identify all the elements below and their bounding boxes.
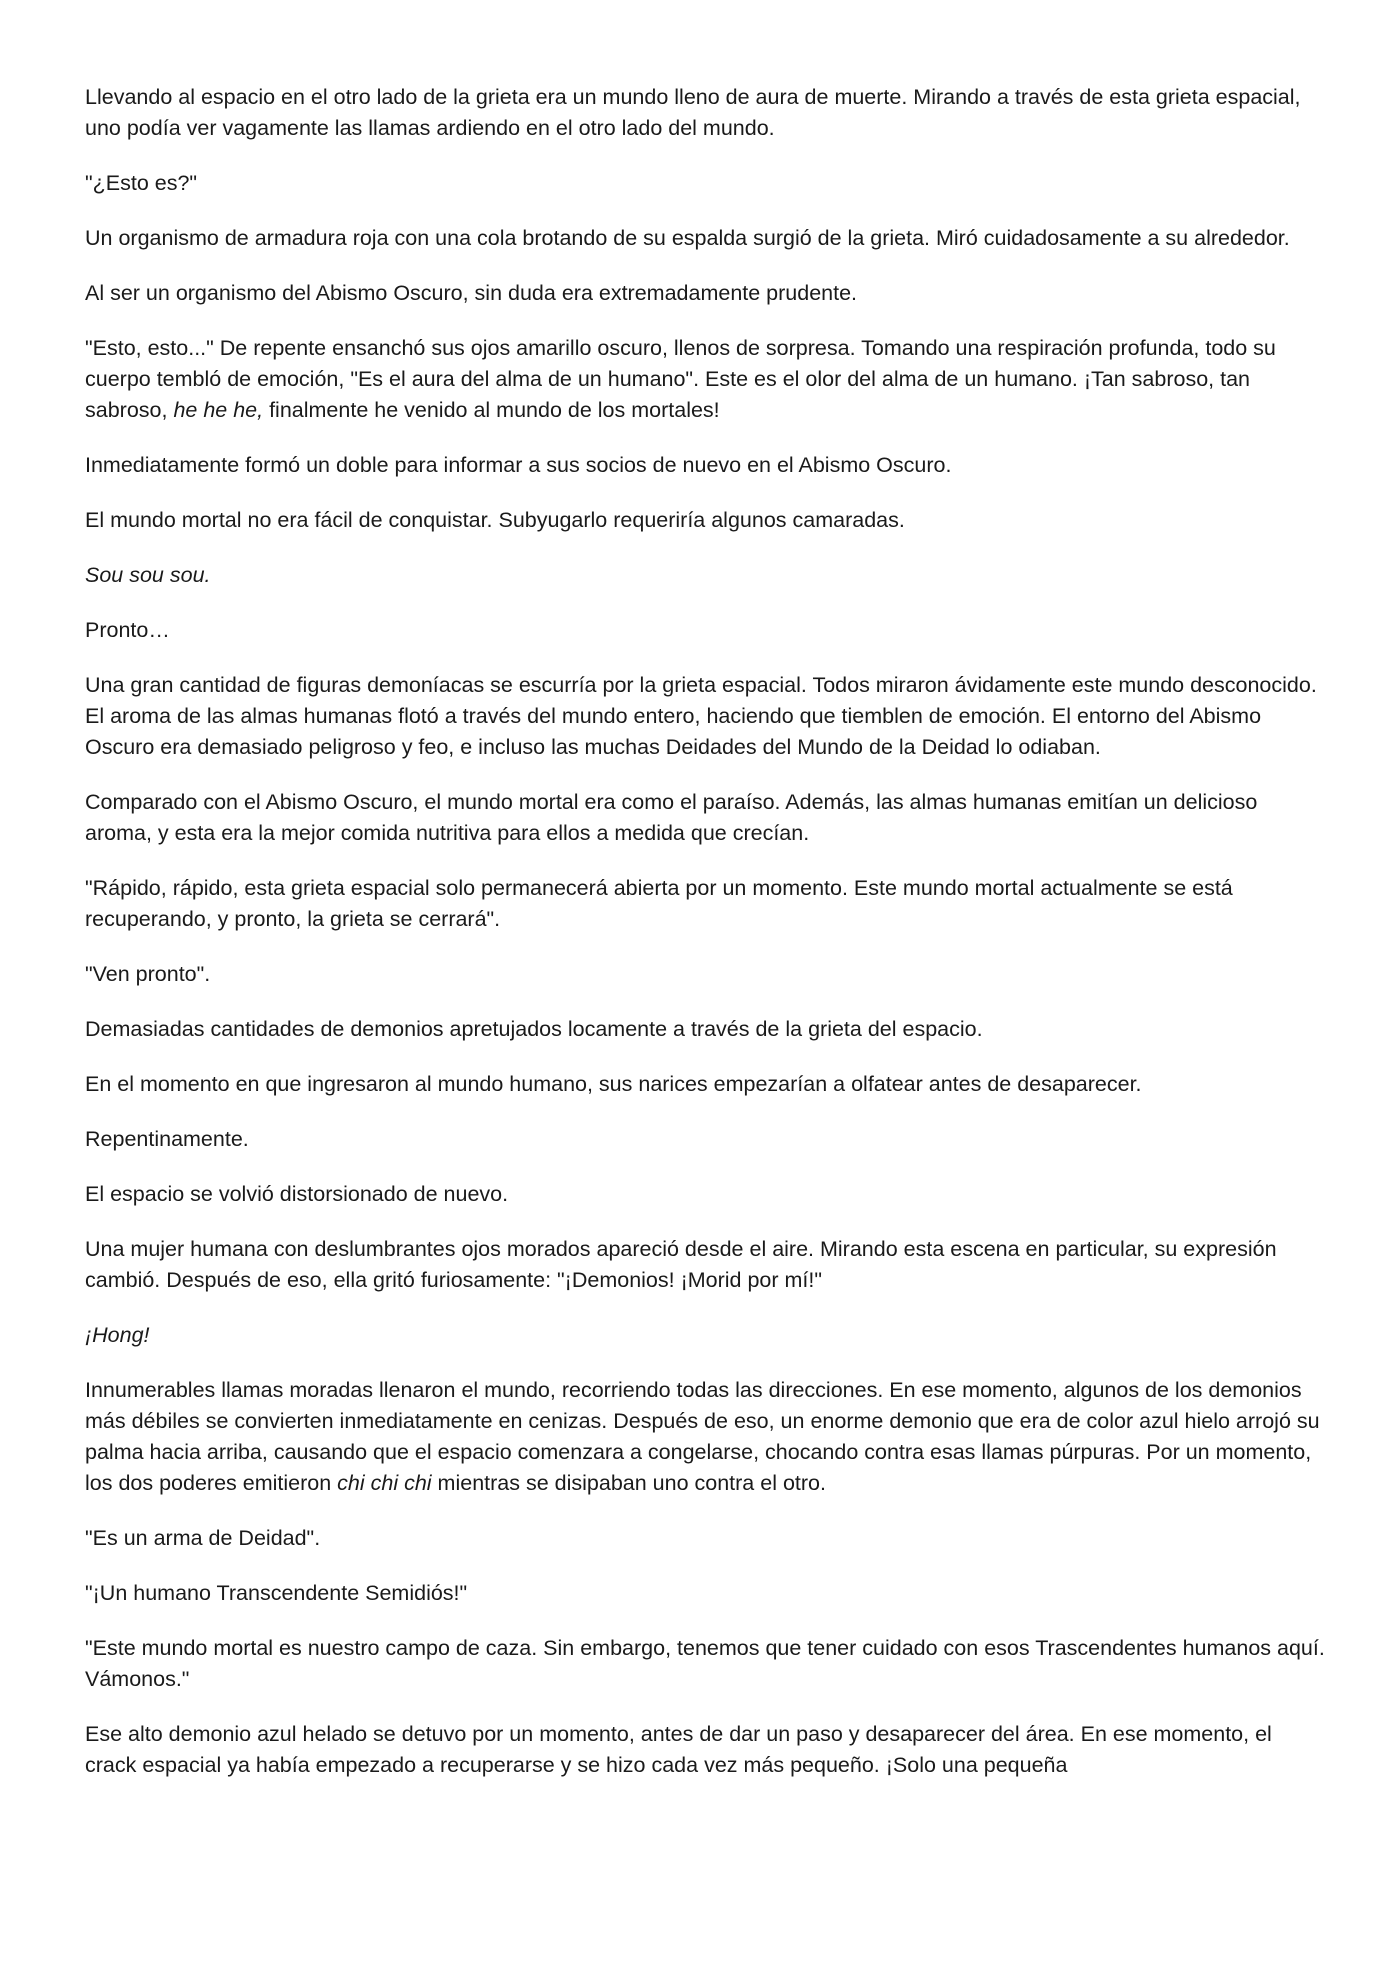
text-run: "Esto, esto..." De repente ensanchó sus ojos amarillo oscuro, llenos de sorpresa. Tomando una respiración profunda, todo su cuerpo tembló de emoción, "Es el aura del alma de un humano". Este es el olor del alma de un humano. ¡Tan sabroso, tan sabroso, xyxy=(85,336,1276,422)
paragraph xyxy=(85,560,1325,591)
text-run: finalmente he venido al mundo de los mortales! xyxy=(263,398,720,422)
paragraph xyxy=(85,333,1325,426)
text-run: El mundo mortal no era fácil de conquistar. Subyugarlo requeriría algunos camaradas. xyxy=(85,508,905,532)
paragraph xyxy=(85,450,1325,481)
paragraph xyxy=(85,1523,1325,1554)
paragraph xyxy=(85,1124,1325,1155)
text-run: Una gran cantidad de figuras demoníacas se escurría por la grieta espacial. Todos miraron ávidamente este mundo desconocido. El aroma de las almas humanas flotó a través del mundo entero, haciendo que tiemblen de emoción. El entorno del Abismo Oscuro era demasiado peligroso y feo, e incluso las muchas Deidades del Mundo de la Deidad lo odiaban. xyxy=(85,673,1317,759)
paragraph xyxy=(85,1578,1325,1609)
paragraph xyxy=(85,873,1325,935)
paragraph xyxy=(85,1633,1325,1695)
text-run: Llevando al espacio en el otro lado de la grieta era un mundo lleno de aura de muerte. Mirando a través de esta grieta espacial, uno podía ver vagamente las llamas ardiendo en el otro lado del mundo. xyxy=(85,85,1301,140)
paragraph xyxy=(85,1234,1325,1296)
text-run: "Este mundo mortal es nuestro campo de caza. Sin embargo, tenemos que tener cuidado con esos Trascendentes humanos aquí. Vámonos." xyxy=(85,1636,1325,1691)
paragraph xyxy=(85,278,1325,309)
text-run: Innumerables llamas moradas llenaron el mundo, recorriendo todas las direcciones. En ese momento, algunos de los demonios más débiles se convierten inmediatamente en cenizas. Después de eso, un enorme demonio que era de color azul hielo arrojó su palma hacia arriba, causando que el espacio comenzara a congelarse, chocando contra esas llamas púrpuras. Por un momento, los dos poderes emitieron xyxy=(85,1378,1320,1495)
paragraph xyxy=(85,1320,1325,1351)
paragraph xyxy=(85,1719,1325,1781)
text-run: Un organismo de armadura roja con una cola brotando de su espalda surgió de la grieta. Miró cuidadosamente a su alrededor. xyxy=(85,226,1290,250)
italic-text: chi chi chi xyxy=(337,1471,432,1495)
paragraph xyxy=(85,615,1325,646)
italic-text: Sou sou sou. xyxy=(85,563,211,587)
italic-text: he he he, xyxy=(173,398,264,422)
text-run: El espacio se volvió distorsionado de nuevo. xyxy=(85,1182,509,1206)
text-run: Al ser un organismo del Abismo Oscuro, sin duda era extremadamente prudente. xyxy=(85,281,858,305)
italic-text: ¡Hong! xyxy=(85,1323,150,1347)
paragraph xyxy=(85,82,1325,144)
text-run: "Ven pronto". xyxy=(85,962,211,986)
text-run: "Es un arma de Deidad". xyxy=(85,1526,321,1550)
text-run: mientras se disipaban uno contra el otro. xyxy=(431,1471,826,1495)
paragraph xyxy=(85,168,1325,199)
text-run: Pronto… xyxy=(85,618,170,642)
text-run: Repentinamente. xyxy=(85,1127,249,1151)
paragraph xyxy=(85,505,1325,536)
paragraph xyxy=(85,787,1325,849)
text-run: En el momento en que ingresaron al mundo humano, sus narices empezarían a olfatear antes de desaparecer. xyxy=(85,1072,1142,1096)
paragraph xyxy=(85,223,1325,254)
paragraph xyxy=(85,1014,1325,1045)
text-run: "¿Esto es?" xyxy=(85,171,198,195)
text-run: Una mujer humana con deslumbrantes ojos morados apareció desde el aire. Mirando esta escena en particular, su expresión cambió. Después de eso, ella gritó furiosamente: "¡Demonios! ¡Morid por mí!" xyxy=(85,1237,1277,1292)
text-run: "¡Un humano Transcendente Semidiós!" xyxy=(85,1581,468,1605)
paragraph xyxy=(85,670,1325,763)
paragraph xyxy=(85,1375,1325,1499)
text-run: Inmediatamente formó un doble para informar a sus socios de nuevo en el Abismo Oscuro. xyxy=(85,453,952,477)
text-run: Demasiadas cantidades de demonios apretujados locamente a través de la grieta del espacio. xyxy=(85,1017,983,1041)
paragraph xyxy=(85,1179,1325,1210)
document-page xyxy=(85,82,1325,1805)
paragraph xyxy=(85,1069,1325,1100)
text-run: Comparado con el Abismo Oscuro, el mundo mortal era como el paraíso. Además, las almas humanas emitían un delicioso aroma, y esta era la mejor comida nutritiva para ellos a medida que crecían. xyxy=(85,790,1258,845)
paragraph xyxy=(85,959,1325,990)
text-run: "Rápido, rápido, esta grieta espacial solo permanecerá abierta por un momento. Este mundo mortal actualmente se está recuperando, y pronto, la grieta se cerrará". xyxy=(85,876,1233,931)
text-run: Ese alto demonio azul helado se detuvo por un momento, antes de dar un paso y desaparecer del área. En ese momento, el crack espacial ya había empezado a recuperarse y se hizo cada vez más pequeño. ¡Solo una pequeña xyxy=(85,1722,1272,1777)
